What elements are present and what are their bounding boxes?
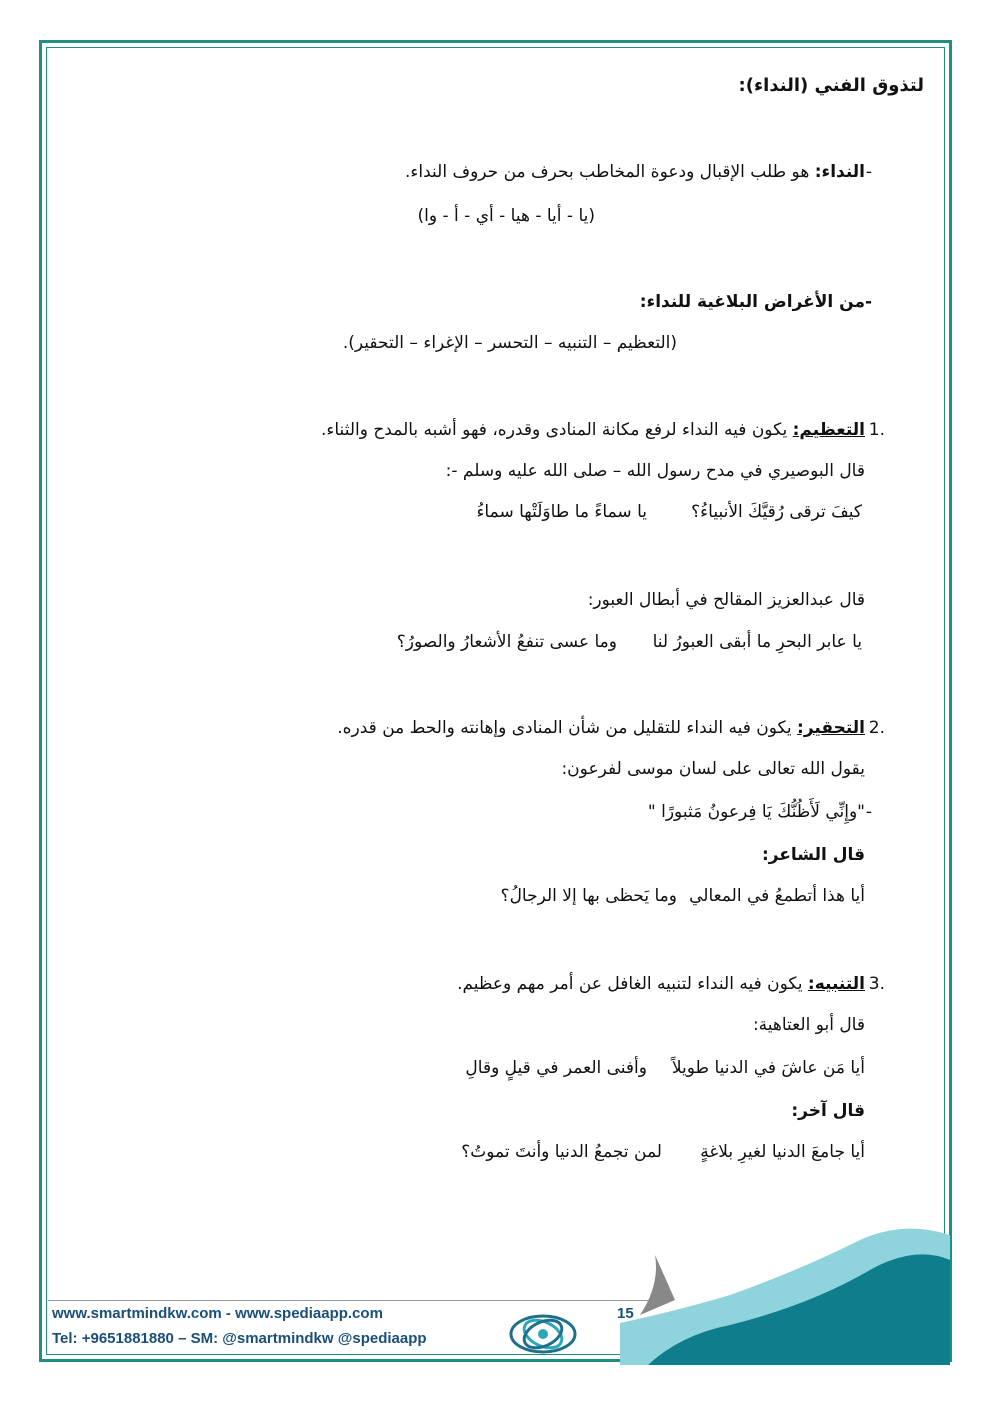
- definition-dash: -: [865, 162, 872, 182]
- section3-term: التنبيه:: [807, 974, 865, 994]
- section3-line: [457, 972, 865, 996]
- section2-term: التحقير:: [797, 718, 865, 738]
- section1-verse2-second: وما عسى تنفعُ الأشعارُ والصورُ؟: [396, 632, 617, 652]
- section2-text: يكون فيه النداء للتقليل من شأن المنادى وإهانته والحط من قدره.: [337, 718, 798, 738]
- section2-verse1-first: أيا هذا أتطمعُ في المعالي: [689, 886, 865, 906]
- definition-line: [405, 160, 865, 184]
- section1-verse2-first: يا عابر البحرِ ما أبقى العبورُ لنا: [652, 632, 862, 652]
- section2-poet: قال الشاعر:: [761, 845, 865, 865]
- section2-line: [337, 716, 865, 740]
- footer-page-curl: [640, 1255, 675, 1315]
- definition-letters: (يا - أيا - هيا - أي - أ - وا): [417, 206, 595, 226]
- section2-verse1-second: وما يَحظى بها إلا الرجالُ؟: [500, 886, 677, 906]
- section3-verse1-second: وأفنى العمر في قيلٍ وقالِ: [465, 1058, 647, 1078]
- page-number: 15: [617, 1305, 634, 1322]
- section1-line: [321, 418, 865, 442]
- section3-poet2: قال آخر:: [791, 1101, 865, 1121]
- section1-term: التعظيم:: [792, 420, 865, 440]
- definition-text: هو طلب الإقبال ودعوة المخاطب بحرف من حروف النداء.: [404, 162, 815, 182]
- page-title: لتذوق الفني (النداء):: [738, 75, 924, 96]
- footer-divider: [48, 1300, 648, 1301]
- section2-number: .2: [868, 718, 885, 738]
- purposes-list: (التعظيم – التنبيه – التحسر – الإغراء – التحقير).: [342, 333, 677, 353]
- section3-verse2-second: لمن تجمعُ الدنيا وأنتَ تموتُ؟: [461, 1142, 662, 1162]
- section2-intro1: يقول الله تعالى على لسان موسى لفرعون:: [561, 759, 865, 779]
- section1-verse1-first: كيفَ ترقى رُقيَّكَ الأنبياءُ؟: [691, 502, 862, 522]
- section1-intro2: قال عبدالعزيز المقالح في أبطال العبور:: [587, 590, 865, 610]
- section3-intro1: قال أبو العتاهية:: [752, 1015, 865, 1035]
- footer-wave-graphic: [620, 1215, 950, 1365]
- section1-number: .1: [868, 420, 885, 440]
- section3-verse2-first: أيا جامعَ الدنيا لغيرِ بلاغةٍ: [700, 1142, 865, 1162]
- purposes-dash: -: [864, 292, 872, 312]
- section3-verse1-first: أيا مَن عاشَ في الدنيا طويلاً: [671, 1058, 865, 1078]
- smartmind-logo-icon: [508, 1310, 578, 1355]
- section2-dash: -: [865, 802, 872, 822]
- section3-number: .3: [868, 974, 885, 994]
- section1-verse1-second: يا سماءً ما طاوَلَتْها سماءُ: [476, 502, 647, 522]
- footer-websites[interactable]: www.smartmindkw.com - www.spediaapp.com: [52, 1305, 383, 1322]
- footer-contacts: Tel: +9651881880 – SM: @smartmindkw @spediaapp: [52, 1330, 427, 1347]
- section1-text: يكون فيه النداء لرفع مكانة المنادى وقدره، فهو أشبه بالمدح والثناء.: [320, 420, 793, 440]
- section2-quote: "وإِنِّي لَأَظُنُّكَ يَا فِرعونُ مَثبورًا ": [647, 802, 865, 822]
- section3-text: يكون فيه النداء لتنبيه الغافل عن أمر مهم وعظيم.: [457, 974, 808, 994]
- purposes-heading: من الأغراض البلاغية للنداء:: [639, 292, 865, 312]
- definition-term: النداء:: [814, 162, 865, 182]
- section1-intro1: قال البوصيري في مدح رسول الله – صلى الله عليه وسلم -:: [445, 461, 865, 481]
